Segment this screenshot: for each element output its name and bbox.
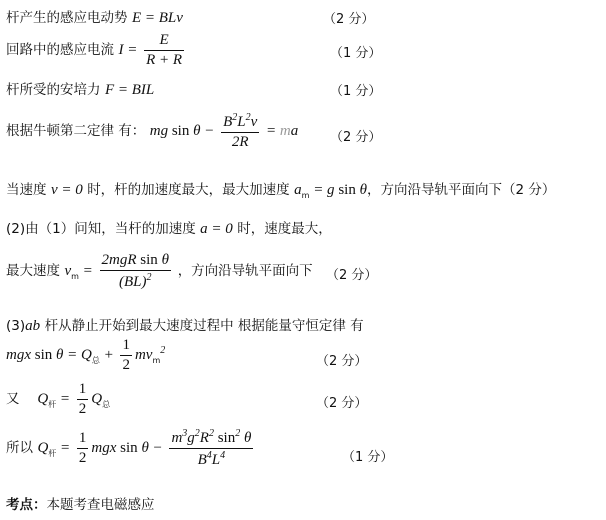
line-energy xyxy=(6,337,598,374)
line-emf xyxy=(6,6,598,27)
current-text: 回路中的感应电流 xyxy=(6,41,114,58)
accel-formula: $a_m = g$ sin θ xyxy=(294,182,367,200)
line-result xyxy=(6,428,598,469)
line-accel xyxy=(6,178,598,200)
part2-text-a: (2)由（1）问知，当杆的加速度 xyxy=(6,221,196,237)
line-newton xyxy=(6,112,598,151)
half-score: （2 分） xyxy=(316,396,368,411)
part3-ab: ab xyxy=(25,318,41,334)
emf-text: 杆产生的感应电动势 xyxy=(6,10,128,26)
part2-a-zero: a = 0 xyxy=(200,221,233,237)
line-part3 xyxy=(6,314,598,335)
line-half xyxy=(6,381,598,418)
topic-text: 本题考查电磁感应 xyxy=(46,497,155,513)
force-score: （1 分） xyxy=(330,84,382,99)
vmax-formula: $v_m$ = $\frac{\text{2mgR sin θ}}{(BL)^2}$ xyxy=(64,252,169,290)
part3-text-a: (3) xyxy=(6,318,26,334)
emf-formula: E = BLv xyxy=(131,10,183,26)
line-topic xyxy=(6,493,598,513)
current-formula: I = $\frac{E}{R + R}$ xyxy=(118,32,183,68)
current-score: （1 分） xyxy=(330,46,382,61)
newton-formula: mg sin θ − $\frac{B^2L^2v}{2R}$ = ma xyxy=(149,112,299,150)
line-force xyxy=(6,78,598,99)
force-text: 杆所受的安培力 xyxy=(6,82,101,98)
accel-text-a: 当速度 xyxy=(6,182,47,198)
accel-v-zero: v = 0 xyxy=(50,182,83,198)
topic-label: 考点： xyxy=(6,497,47,513)
half-prefix: 又 xyxy=(6,390,20,407)
newton-text: 根据牛顿第二定律 有： xyxy=(6,122,146,139)
energy-score: （2 分） xyxy=(316,354,368,369)
line-current xyxy=(6,32,598,69)
emf-score: （2 分） xyxy=(323,12,375,27)
part2-text-b: 时，速度最大， xyxy=(237,221,332,237)
accel-text-b: 时，杆的加速度最大，最大加速度 xyxy=(87,182,290,198)
vmax-text-b: ，方向沿导轨平面向下 xyxy=(177,262,313,279)
part3-text-b: 杆从静止开始到最大速度过程中 根据能量守恒定律 有 xyxy=(44,318,364,334)
energy-formula: mgx $\sin \theta = Q_总$ + $\frac{1}{2}$ $mv_m^2$ xyxy=(6,337,166,373)
force-formula: F = BIL xyxy=(104,82,155,98)
half-formula: $Q_杆$ = $\frac{1}{2}$ $Q_总$ xyxy=(37,381,111,417)
vmax-text-a: 最大速度 xyxy=(6,262,60,279)
line-vmax xyxy=(6,252,598,291)
vmax-score: （2 分） xyxy=(326,268,378,283)
result-score: （1 分） xyxy=(342,450,394,465)
line-part2 xyxy=(6,217,598,238)
accel-text-c: ，方向沿导轨平面向下（2 分） xyxy=(366,182,556,198)
result-formula: $Q_杆$ = $\frac{1}{2}$ mgx sin θ − $\frac{m^3g^2R^2 \sin^2 \theta}{B^4L^4}$ xyxy=(37,428,252,468)
newton-score: （2 分） xyxy=(330,130,382,145)
result-prefix: 所以 xyxy=(6,439,33,456)
